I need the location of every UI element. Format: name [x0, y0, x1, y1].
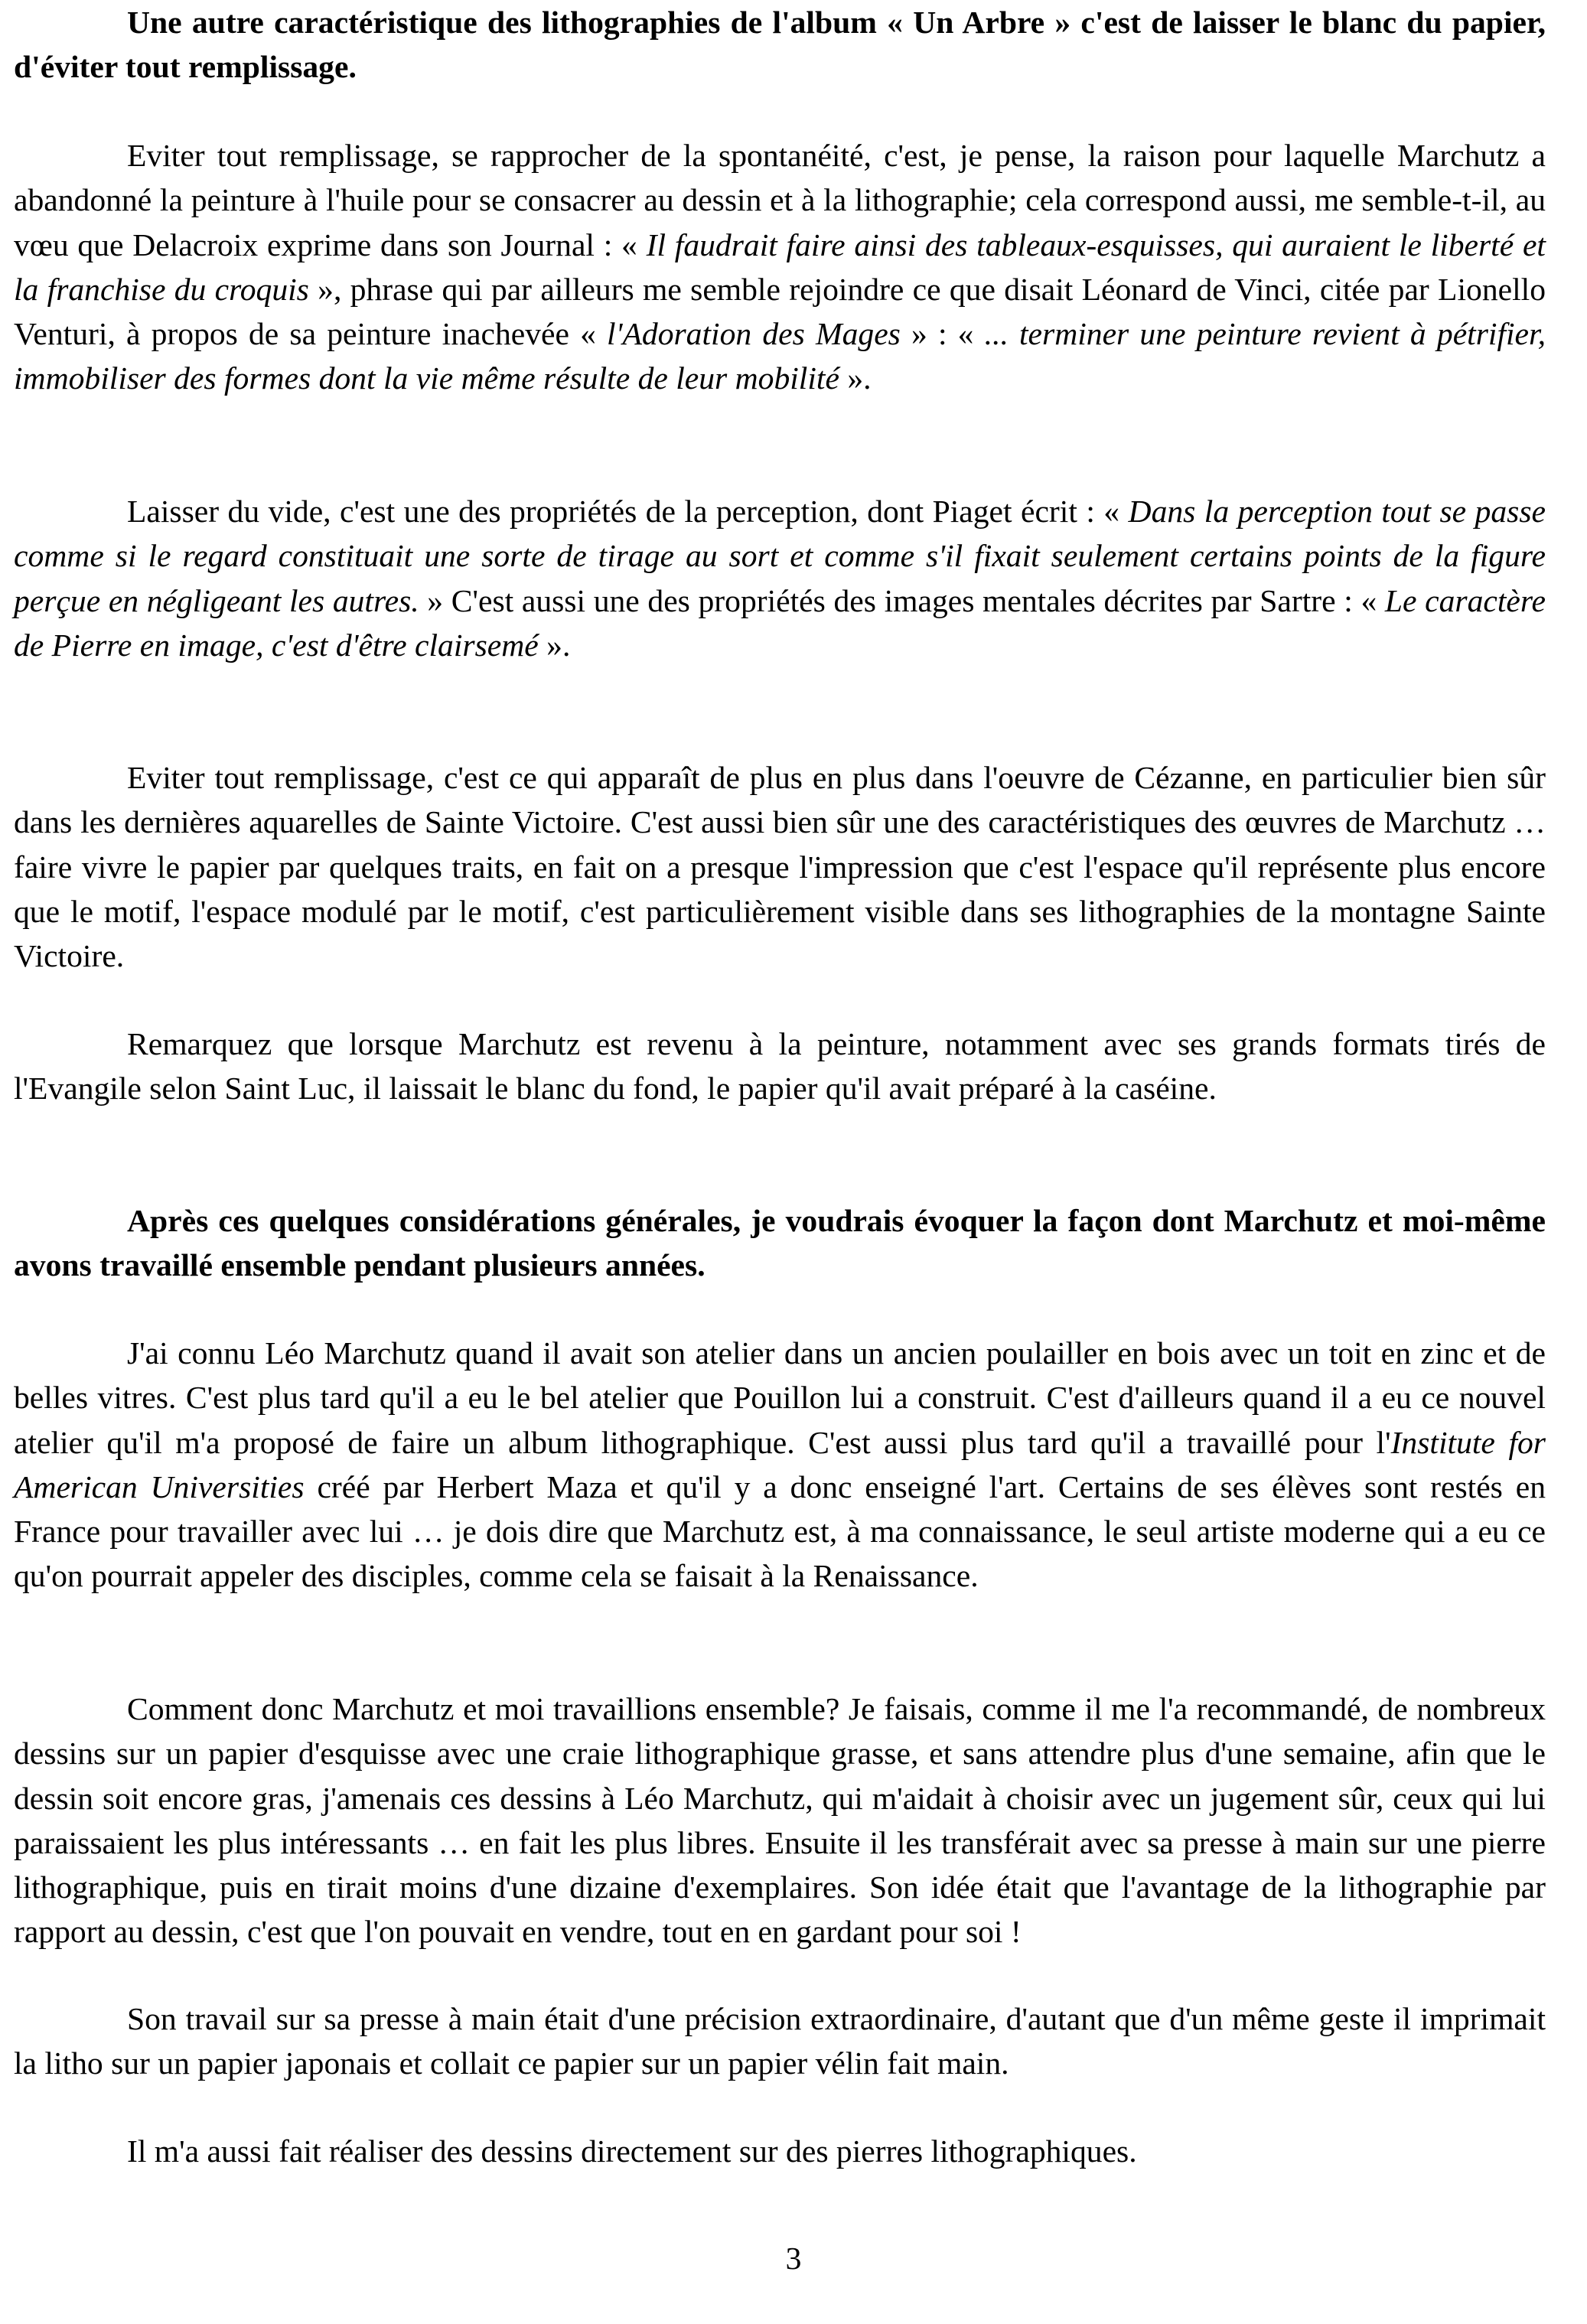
text-run: » : « — [900, 316, 985, 352]
page-number: 3 — [785, 2241, 802, 2276]
paragraph-cezanne — [14, 755, 1546, 978]
paragraph-retour-peinture — [14, 1022, 1546, 1111]
italic-quote-run: ... terminer une peinture revient à pétrifier, immobiliser des formes dont la vie même résulte de leur mobilité — [14, 316, 1546, 396]
paragraph-lithographie-blanc — [14, 0, 1546, 90]
text-run: Après ces quelques considérations générales, je voudrais évoquer la façon dont Marchutz et moi-même avons travaillé ensemble pendant plusieurs années. — [14, 1203, 1546, 1283]
paragraph-presse-main — [14, 1996, 1546, 2086]
text-run: Son travail sur sa presse à main était d'une précision extraordinaire, d'autant que d'un même geste il imprimait la litho sur un papier japonais et collait ce papier sur un papier vélin fait main. — [14, 2001, 1546, 2081]
italic-quote-run: l'Adoration des Mages — [607, 316, 901, 352]
italic-quote-run: Le caractère de Pierre en image, c'est d'être clairsemé — [14, 582, 1546, 663]
paragraph-travail-ensemble — [14, 1687, 1546, 1954]
document-page — [14, 0, 1546, 2324]
paragraph-considerations — [14, 1198, 1546, 1288]
text-run: ». — [839, 360, 872, 396]
text-run: Eviter tout remplissage, se rapprocher de la spontanéité, c'est, je pense, la raison pour laquelle Marchutz a abandonné la peinture à l'huile pour se consacrer au dessin et à la lithographie; cela correspond aussi, me semble-t-il, au vœu que Delacroix exprime dans son Journal : « — [14, 138, 1546, 262]
text-run: créé par Herbert Maza et qu'il y a donc enseigné l'art. Certains de ses élèves sont restés en France pour travailler avec lui … je dois dire que Marchutz est, à ma connaissance, le seul artiste moderne qui a eu ce qu'on pourrait appeler des disciples, comme cela se faisait à la Renaissance. — [14, 1468, 1546, 1594]
italic-quote-run: Dans la perception tout se passe comme si le regard constituait une sorte de tirage au sort et comme s'il fixait seulement certains points de la figure perçue en négligeant les autres. — [14, 494, 1546, 618]
text-run: Laisser du vide, c'est une des propriétés de la perception, dont Piaget écrit : « — [127, 494, 1129, 529]
paragraph-atelier — [14, 1331, 1546, 1599]
text-run: » C'est aussi une des propriétés des images mentales décrites par Sartre : « — [419, 582, 1385, 618]
paragraph-vide-perception — [14, 489, 1546, 667]
text-run: J'ai connu Léo Marchutz quand il avait son atelier dans un ancien poulailler en bois avec un toit en zinc et de belles vitres. C'est plus tard qu'il a eu le bel atelier que Pouillon lui a construit. C'est d'ailleurs quand il a eu ce nouvel atelier qu'il m'a proposé de faire un album lithographique. C'est aussi plus tard qu'il a travaillé pour l' — [14, 1335, 1546, 1460]
text-run: Eviter tout remplissage, c'est ce qui apparaît de plus en plus dans l'oeuvre de Cézanne, en particulier bien sûr dans les dernières aquarelles de Sainte Victoire. C'est aussi bien sûr une des caractéristiques des œuvres de Marchutz … faire vivre le papier par quelques traits, en fait on a presque l'impression que c'est l'espace qu'il représente plus encore que le motif, l'espace modulé par le motif, c'est particulièrement visible dans ses lithographies de la montagne Sainte Victoire. — [14, 760, 1546, 974]
text-run: Il m'a aussi fait réaliser des dessins directement sur des pierres lithographiques. — [127, 2133, 1137, 2169]
paragraph-pierres — [14, 2129, 1546, 2173]
text-run: », phrase qui par ailleurs me semble rejoindre ce que disait Léonard de Vinci, citée par Lionello Venturi, à propos de sa peinture inachevée « — [14, 271, 1546, 352]
text-run: Une autre caractéristique des lithographies de l'album « Un Arbre » c'est de laisser le blanc du papier, d'éviter tout remplissage. — [14, 5, 1546, 85]
paragraph-remplissage-delacroix — [14, 133, 1546, 401]
text-run: Remarquez que lorsque Marchutz est revenu à la peinture, notamment avec ses grands formats tirés de l'Evangile selon Saint Luc, il laissait le blanc du fond, le papier qu'il avait préparé à la caséine. — [14, 1026, 1546, 1107]
text-run: Comment donc Marchutz et moi travaillions ensemble? Je faisais, comme il me l'a recommandé, de nombreux dessins sur un papier d'esquisse avec une craie lithographique grasse, et sans attendre plus d'une semaine, afin que le dessin soit encore gras, j'amenais ces dessins à Léo Marchutz, qui m'aidait à choisir avec un jugement sûr, ceux qui lui paraissaient les plus intéressants … en fait les plus libres. Ensuite il les transférait avec sa presse à main sur une pierre lithographique, puis en tirait moins d'une dizaine d'exemplaires. Son idée était que l'avantage de la lithographie par rapport au dessin, c'est que l'on pouvait en vendre, tout en en gardant pour soi ! — [14, 1691, 1546, 1950]
text-run: ». — [538, 627, 571, 663]
italic-quote-run: Institute for American Universities — [14, 1424, 1546, 1504]
italic-quote-run: Il faudrait faire ainsi des tableaux-esquisses, qui auraient le liberté et la franchise du croquis — [14, 227, 1546, 307]
